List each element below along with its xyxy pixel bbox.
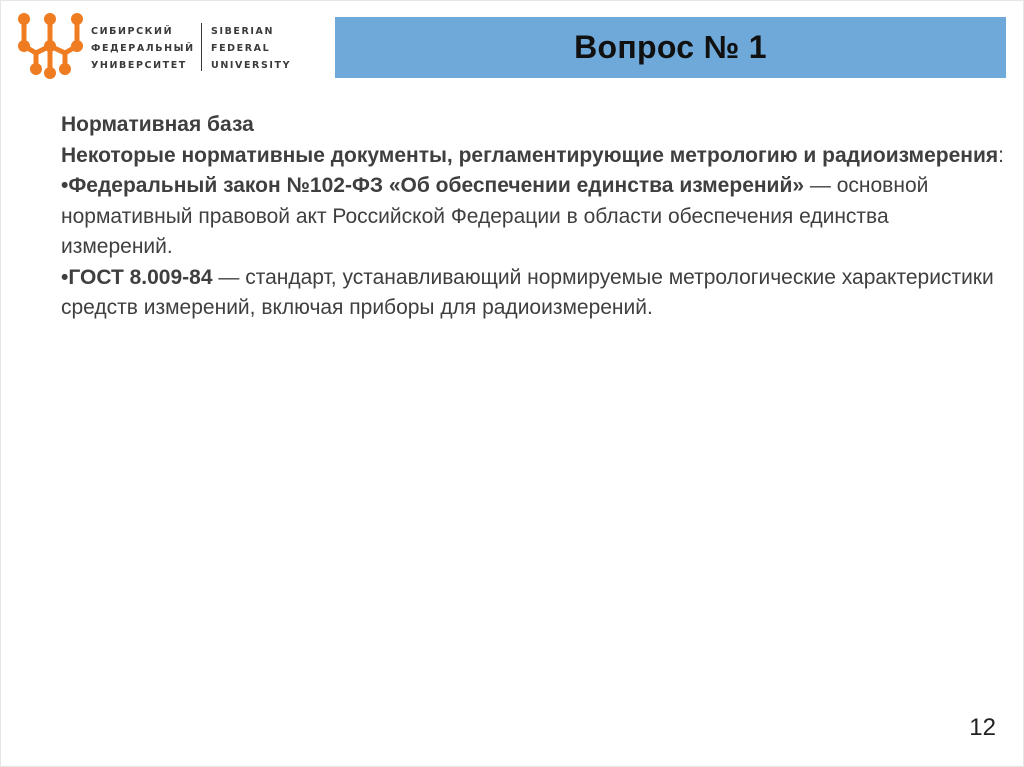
subheading-colon: : <box>998 143 1004 167</box>
logo-ru-line-2: ФЕДЕРАЛЬНЫЙ <box>91 43 195 54</box>
logo-en-line-2: FEDERAL <box>211 43 271 54</box>
logo-en-line-3: UNIVERSITY <box>211 60 292 71</box>
logo-ru-line-3: УНИВЕРСИТЕТ <box>91 60 187 71</box>
list-item <box>61 263 1006 324</box>
slide-content <box>61 110 1006 324</box>
logo-name-russian <box>91 23 195 74</box>
logo-divider <box>201 23 202 71</box>
slide-title: Вопрос № 1 <box>574 29 767 65</box>
content-subheading <box>61 141 1006 172</box>
subheading-text: Некоторые нормативные документы, регламентирующие метрологию и радиоизмерения <box>61 143 999 167</box>
content-heading: Нормативная база <box>61 113 254 136</box>
logo-ru-line-1: СИБИРСКИЙ <box>91 26 174 37</box>
list-item-title: •Федеральный закон №102-ФЗ «Об обеспечении единства измерений» <box>61 174 805 197</box>
list-item <box>61 171 1006 263</box>
molecule-logo-icon <box>15 11 87 81</box>
list-item-title: •ГОСТ 8.009-84 <box>61 265 213 289</box>
list-item-text: — стандарт, устанавливающий нормируемые метрологические характеристики средств измерений, включая приборы для радиоизмерений. <box>61 265 994 319</box>
logo-name-english <box>211 23 291 74</box>
logo-en-line-1: SIBERIAN <box>211 26 275 37</box>
university-logo <box>15 11 305 81</box>
list-item-text: — основной нормативный правовой акт Российской Федерации в области обеспечения единства измерений. <box>61 174 929 258</box>
page-number: 12 <box>969 714 996 741</box>
title-banner <box>335 17 1006 78</box>
